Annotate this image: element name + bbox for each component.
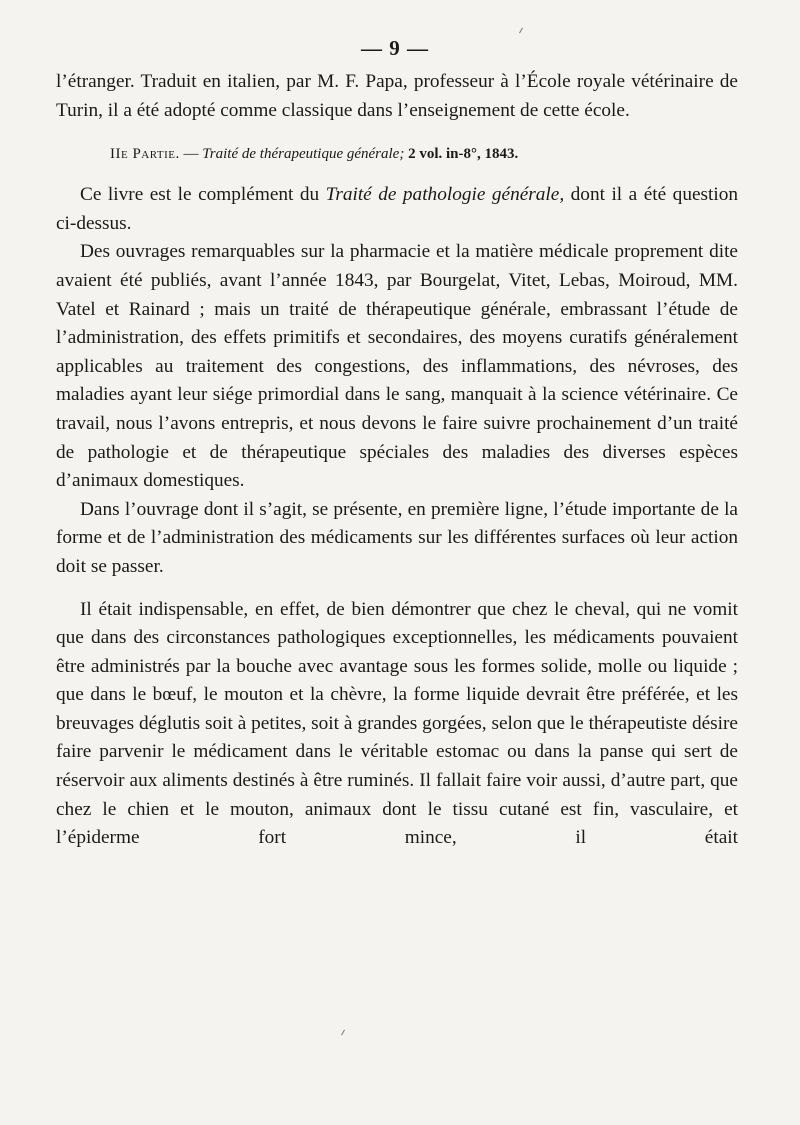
paragraph-complement-text: Ce livre est le complément du bbox=[80, 184, 326, 206]
book-title-reference: Traité de pathologie générale, bbox=[325, 184, 565, 206]
part-title: Traité de thérapeutique générale; bbox=[202, 146, 405, 163]
paragraph-complement bbox=[56, 181, 738, 238]
part-label: IIe Partie. bbox=[110, 146, 180, 163]
scan-speck bbox=[341, 1030, 345, 1036]
part-dash: — bbox=[183, 146, 199, 163]
paragraph-indispensable: Il était indispensable, en effet, de bien démontrer que chez le cheval, qui ne vomit que dans des circonstances pathologiques exceptionnelles, les médicaments pouvaient être administrés par la bouche avec avantage sous les formes solide, molle ou liquide ; que dans le bœuf, le mouton et la chèvre, la forme liquide devrait être préférée, et les breuvages déglutis soit à petites, soit à grandes gorgées, selon que le thérapeutiste désire faire parvenir le médicament dans le véritable estomac ou dans la panse qui sert de réservoir aux aliments destinés à être ruminés. Il fallait faire voir aussi, d’autre part, que chez le chien et le mouton, animaux dont le tissu cutané est fin, vasculaire, et l’épiderme fort mince, il était bbox=[56, 598, 738, 849]
paragraph-ouvrage: Dans l’ouvrage dont il s’agit, se présente, en première ligne, l’étude importante de la forme et de l’administration des médicaments sur les différentes surfaces où leur action doit se passer. bbox=[56, 498, 738, 577]
paragraph-complement-end: dont il a été question ci-dessus. bbox=[56, 184, 739, 234]
page-number: — 9 — bbox=[361, 36, 429, 60]
part-details: 2 vol. in-8°, 1843. bbox=[408, 146, 519, 163]
scan-speck bbox=[519, 28, 523, 34]
paragraph-works: Des ouvrages remarquables sur la pharmacie et la matière médicale proprement dite avaient été publiés, avant l’année 1843, par Bourgelat, Vitet, Lebas, Moiroud, MM. Vatel et Rainard ; mais un traité de thérapeutique générale, embrassant l’étude de l’administration, des effets primitifs et secondaires, des moyens curatifs généralement applicables au traitement des congestions, des inflammations, des névroses, des maladies ayant leur siége primordial dans le sang, manquait à la science vétérinaire. Ce travail, nous l’avons entrepris, et nous devons le faire suivre prochainement d’un traité de pathologie et de thérapeutique spéciales des maladies des diverses espèces d’animaux domestiques. bbox=[56, 241, 738, 492]
paragraph-continuation: l’étranger. Traduit en italien, par M. F. Papa, professeur à l’École royale vétérinaire de Turin, il a été adopté comme classique dans l’enseignement de cette école. bbox=[56, 71, 738, 121]
page-body bbox=[56, 68, 738, 853]
part-heading bbox=[56, 143, 738, 165]
